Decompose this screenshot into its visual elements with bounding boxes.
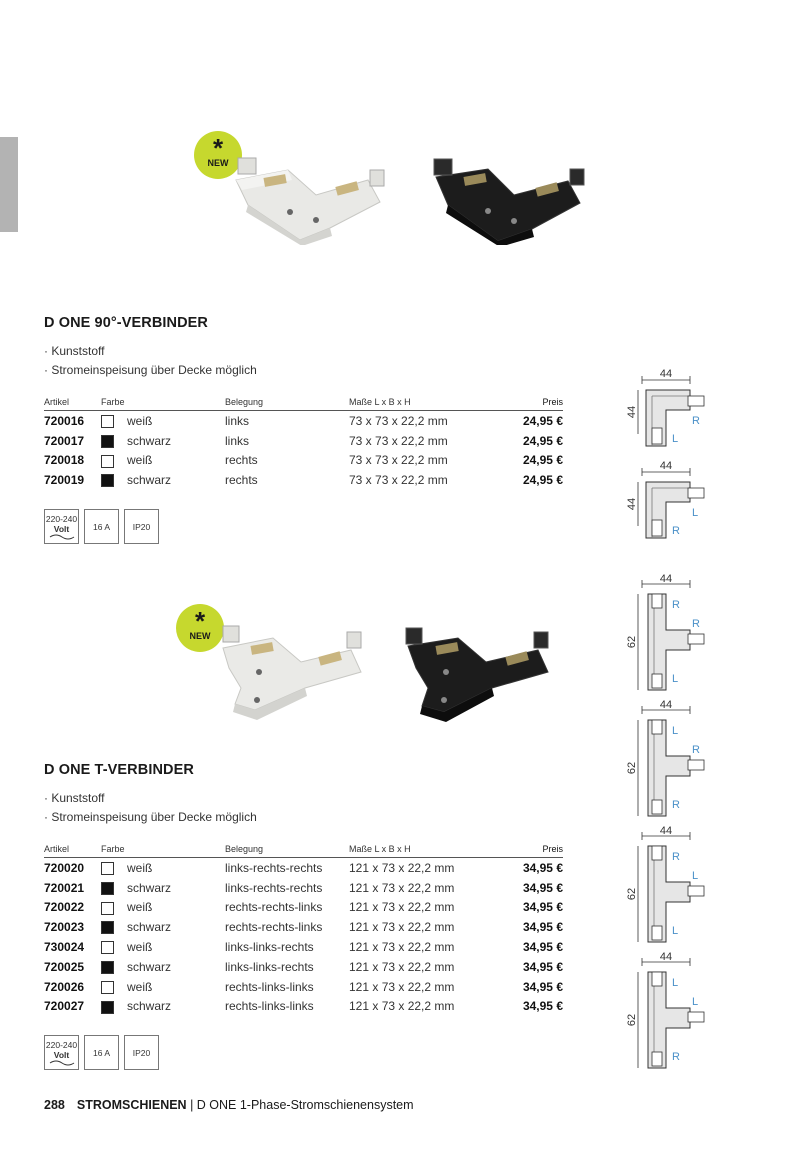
color-swatch-cell xyxy=(101,997,127,1017)
label-l: L xyxy=(672,925,679,937)
color-swatch-cell xyxy=(101,878,127,898)
label-r: R xyxy=(692,618,700,630)
masse-value: 121 x 73 x 22,2 mm xyxy=(349,999,455,1014)
section1-spec-icons xyxy=(44,509,159,544)
farbe-value: weiß xyxy=(127,413,153,428)
preis-value: 24,95 € xyxy=(522,473,563,488)
table-row xyxy=(44,878,563,898)
wave-icon xyxy=(49,1060,75,1066)
amperage-icon: 16 A xyxy=(84,509,119,544)
masse-value: 73 x 73 x 22,2 mm xyxy=(349,473,448,488)
footer-section: STROMSCHIENEN xyxy=(76,1098,187,1112)
black-corner-connector-photo xyxy=(428,155,588,245)
table-header-row xyxy=(44,843,563,858)
artikel-number: 720021 xyxy=(44,880,85,895)
corner-diagram-2 xyxy=(618,458,718,542)
height-dimension: 44 xyxy=(626,405,638,419)
height-dimension: 62 xyxy=(626,1013,638,1027)
preis-value: 24,95 € xyxy=(522,413,563,428)
farbe-value: weiß xyxy=(127,900,153,915)
height-dimension: 62 xyxy=(626,635,638,649)
belegung-value: links-rechts-rechts xyxy=(225,880,323,895)
label-l: L xyxy=(672,725,679,737)
label-r: R xyxy=(672,599,680,611)
label-l: L xyxy=(672,977,679,989)
tee-diagram-3 xyxy=(618,824,718,946)
farbe-value: schwarz xyxy=(127,959,172,974)
table-row xyxy=(44,917,563,937)
belegung-value: rechts xyxy=(225,473,258,488)
belegung-value: rechts-links-links xyxy=(225,999,314,1014)
preis-value: 34,95 € xyxy=(522,900,563,915)
header-artikel: Artikel xyxy=(44,843,101,858)
width-dimension: 44 xyxy=(659,951,673,963)
preis-value: 34,95 € xyxy=(522,959,563,974)
farbe-value: schwarz xyxy=(127,920,172,935)
table-row xyxy=(44,957,563,977)
belegung-value: links xyxy=(225,413,250,428)
artikel-number: 720017 xyxy=(44,433,85,448)
farbe-value: weiß xyxy=(127,453,153,468)
ip-rating-icon: IP20 xyxy=(124,509,159,544)
tee-diagram-4 xyxy=(618,950,718,1072)
header-artikel: Artikel xyxy=(44,396,101,411)
width-dimension: 44 xyxy=(659,573,673,585)
color-swatch-cell xyxy=(101,937,127,957)
artikel-number: 720020 xyxy=(44,860,85,875)
page-footer xyxy=(44,1098,414,1112)
color-swatch xyxy=(101,1001,114,1014)
table-row xyxy=(44,451,563,471)
color-swatch xyxy=(101,902,114,915)
black-tee-connector-photo xyxy=(400,626,555,726)
header-masse: Maße L x B x H xyxy=(349,396,499,411)
section1-title: D ONE 90°-VERBINDER xyxy=(44,315,209,331)
belegung-value: rechts-rechts-links xyxy=(225,900,323,915)
wave-icon xyxy=(49,534,75,540)
header-farbe: Farbe xyxy=(101,843,225,858)
belegung-value: rechts-links-links xyxy=(225,979,314,994)
header-belegung: Belegung xyxy=(225,396,349,411)
width-dimension: 44 xyxy=(659,460,673,472)
feature-item: · Stromeinspeisung über Decke möglich xyxy=(44,363,257,377)
new-badge: * NEW xyxy=(194,131,242,179)
label-l: L xyxy=(672,673,679,685)
artikel-number: 720018 xyxy=(44,453,85,468)
ip-rating-icon: IP20 xyxy=(124,1035,159,1070)
color-swatch xyxy=(101,474,114,487)
table-row xyxy=(44,937,563,957)
label-r: R xyxy=(692,744,700,756)
color-swatch xyxy=(101,941,114,954)
table-row xyxy=(44,470,563,490)
feature-item: · Stromeinspeisung über Decke möglich xyxy=(44,810,257,824)
voltage-icon: 220-240 Volt xyxy=(44,1035,79,1070)
tee-diagram-2 xyxy=(618,698,718,820)
amperage-icon: 16 A xyxy=(84,1035,119,1070)
preis-value: 24,95 € xyxy=(522,433,563,448)
label-r: R xyxy=(692,415,700,427)
page-number: 288 xyxy=(44,1098,65,1112)
width-dimension: 44 xyxy=(659,825,673,837)
table-row xyxy=(44,977,563,997)
artikel-number: 720019 xyxy=(44,473,85,488)
artikel-number: 730024 xyxy=(44,940,85,955)
farbe-value: weiß xyxy=(127,979,153,994)
section2-title: D ONE T-VERBINDER xyxy=(44,762,194,778)
color-swatch xyxy=(101,981,114,994)
feature-item: · Kunststoff xyxy=(44,791,105,805)
section1-features xyxy=(44,342,257,380)
table-row xyxy=(44,858,563,878)
table-header-row xyxy=(44,396,563,411)
section2-features xyxy=(44,789,257,827)
color-swatch xyxy=(101,435,114,448)
preis-value: 34,95 € xyxy=(522,880,563,895)
preis-value: 34,95 € xyxy=(522,979,563,994)
belegung-value: links xyxy=(225,433,250,448)
masse-value: 121 x 73 x 22,2 mm xyxy=(349,860,455,875)
table-row xyxy=(44,431,563,451)
section2-spec-icons xyxy=(44,1035,159,1070)
label-l: L xyxy=(672,433,679,445)
tee-diagram-1 xyxy=(618,572,718,694)
color-swatch-cell xyxy=(101,431,127,451)
header-farbe: Farbe xyxy=(101,396,225,411)
height-dimension: 62 xyxy=(626,887,638,901)
preis-value: 24,95 € xyxy=(522,453,563,468)
height-dimension: 62 xyxy=(626,761,638,775)
color-swatch-cell xyxy=(101,411,127,431)
artikel-number: 720026 xyxy=(44,979,85,994)
farbe-value: weiß xyxy=(127,860,153,875)
table-row xyxy=(44,411,563,431)
color-swatch-cell xyxy=(101,957,127,977)
masse-value: 121 x 73 x 22,2 mm xyxy=(349,979,455,994)
preis-value: 34,95 € xyxy=(522,920,563,935)
color-swatch-cell xyxy=(101,451,127,471)
new-badge: * NEW xyxy=(176,604,224,652)
label-l: L xyxy=(692,870,699,882)
artikel-number: 720023 xyxy=(44,920,85,935)
artikel-number: 720016 xyxy=(44,413,85,428)
table-row xyxy=(44,898,563,918)
preis-value: 34,95 € xyxy=(522,999,563,1014)
farbe-value: schwarz xyxy=(127,880,172,895)
color-swatch-cell xyxy=(101,917,127,937)
masse-value: 73 x 73 x 22,2 mm xyxy=(349,433,448,448)
corner-diagram-1 xyxy=(618,366,718,450)
farbe-value: weiß xyxy=(127,940,153,955)
label-r: R xyxy=(672,525,680,537)
header-belegung: Belegung xyxy=(225,843,349,858)
artikel-number: 720027 xyxy=(44,999,85,1014)
masse-value: 121 x 73 x 22,2 mm xyxy=(349,900,455,915)
color-swatch xyxy=(101,961,114,974)
white-corner-connector-photo xyxy=(228,150,388,245)
color-swatch xyxy=(101,415,114,428)
label-r: R xyxy=(672,851,680,863)
masse-value: 121 x 73 x 22,2 mm xyxy=(349,959,455,974)
width-dimension: 44 xyxy=(659,699,673,711)
masse-value: 73 x 73 x 22,2 mm xyxy=(349,413,448,428)
label-l: L xyxy=(692,996,699,1008)
section2-spec-table xyxy=(44,843,563,1016)
color-swatch-cell xyxy=(101,977,127,997)
masse-value: 121 x 73 x 22,2 mm xyxy=(349,920,455,935)
belegung-value: rechts xyxy=(225,453,258,468)
color-swatch-cell xyxy=(101,470,127,490)
color-swatch-cell xyxy=(101,898,127,918)
width-dimension: 44 xyxy=(659,368,673,380)
height-dimension: 44 xyxy=(626,497,638,511)
feature-item: · Kunststoff xyxy=(44,344,105,358)
masse-value: 73 x 73 x 22,2 mm xyxy=(349,453,448,468)
masse-value: 121 x 73 x 22,2 mm xyxy=(349,940,455,955)
label-l: L xyxy=(692,507,699,519)
artikel-number: 720022 xyxy=(44,900,85,915)
table-row xyxy=(44,997,563,1017)
footer-separator: | xyxy=(186,1098,197,1112)
header-masse: Maße L x B x H xyxy=(349,843,499,858)
color-swatch xyxy=(101,862,114,875)
color-swatch xyxy=(101,455,114,468)
label-r: R xyxy=(672,1051,680,1063)
belegung-value: links-links-rechts xyxy=(225,959,314,974)
header-preis: Preis xyxy=(499,396,563,411)
color-swatch xyxy=(101,921,114,934)
section1-spec-table xyxy=(44,396,563,490)
belegung-value: links-links-rechts xyxy=(225,940,314,955)
header-preis: Preis xyxy=(499,843,563,858)
white-tee-connector-photo xyxy=(215,622,365,722)
voltage-icon: 220-240 Volt xyxy=(44,509,79,544)
color-swatch xyxy=(101,882,114,895)
belegung-value: links-rechts-rechts xyxy=(225,860,323,875)
belegung-value: rechts-rechts-links xyxy=(225,920,323,935)
label-r: R xyxy=(672,799,680,811)
footer-subtitle: D ONE 1-Phase-Stromschienensystem xyxy=(196,1098,414,1112)
farbe-value: schwarz xyxy=(127,473,172,488)
masse-value: 121 x 73 x 22,2 mm xyxy=(349,880,455,895)
farbe-value: schwarz xyxy=(127,999,172,1014)
preis-value: 34,95 € xyxy=(522,860,563,875)
preis-value: 34,95 € xyxy=(522,940,563,955)
farbe-value: schwarz xyxy=(127,433,172,448)
color-swatch-cell xyxy=(101,858,127,878)
chapter-tab xyxy=(0,137,18,232)
artikel-number: 720025 xyxy=(44,959,85,974)
